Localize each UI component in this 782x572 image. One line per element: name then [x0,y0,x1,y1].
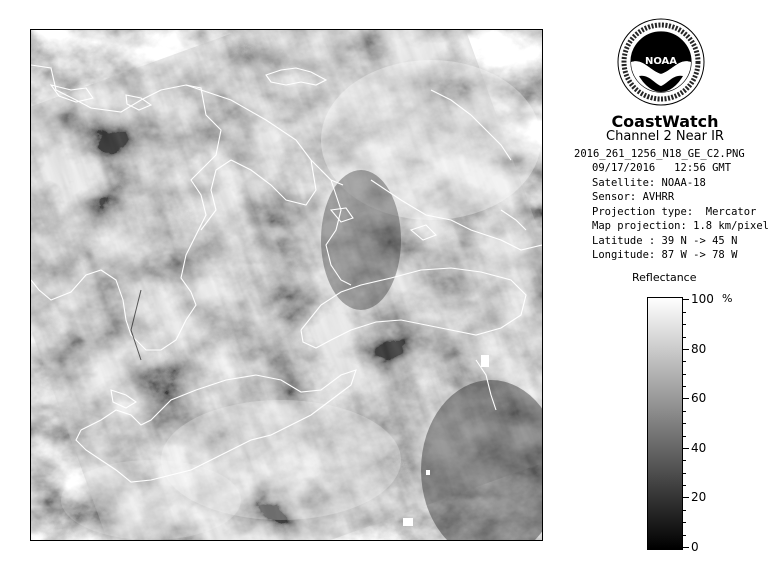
colorbar-minor-tick [683,522,686,523]
logo-inner-text: NOAA [644,56,678,67]
colorbar-tick-label: 100 [691,292,714,306]
colorbar [647,297,683,550]
satellite-image [31,30,542,540]
colorbar-minor-tick [683,423,686,424]
colorbar-minor-tick [683,510,686,511]
colorbar-minor-tick [683,386,686,387]
colorbar-minor-tick [683,460,686,461]
colorbar-minor-tick [683,374,686,375]
colorbar-minor-tick [683,324,686,325]
datetime-text: 09/17/2016 12:56 GMT [592,162,732,174]
colorbar-tick [683,299,689,300]
colorbar-tick-label: 0 [691,540,699,554]
colorbar-tick-label: 60 [691,391,707,405]
sensor-text: Sensor: AVHRR [592,191,675,203]
colorbar-tick-label: 20 [691,490,707,504]
colorbar-minor-tick [683,473,686,474]
colorbar-unit: % [722,292,733,305]
colorbar-minor-tick [683,436,686,437]
colorbar-tick [683,398,689,399]
noaa-logo-icon [617,18,705,106]
colorbar-title: Reflectance [632,271,697,284]
colorbar-minor-tick [683,411,686,412]
colorbar-tick [683,497,689,498]
colorbar-minor-tick [683,535,686,536]
colorbar-minor-tick [683,361,686,362]
projection-type-text: Projection type: Mercator [592,205,757,218]
brand-title: CoastWatch [611,112,719,131]
map-projection-text: Map projection: 1.8 km/pixel [592,220,770,232]
product-title: Channel 2 Near IR [606,129,724,144]
colorbar-tick-label: 80 [691,342,707,356]
colorbar-minor-tick [683,485,686,486]
colorbar-minor-tick [683,337,686,338]
colorbar-tick [683,547,689,548]
colorbar-tick [683,448,689,449]
satellite-text: Satellite: NOAA-18 [592,176,706,189]
latitude-text: Latitude : 39 N -> 45 N [592,234,738,247]
longitude-text: Longitude: 87 W -> 78 W [592,249,738,261]
colorbar-minor-tick [683,312,686,313]
satellite-map [30,29,543,541]
colorbar-tick-label: 40 [691,441,707,455]
file-name: 2016_261_1256_N18_GE_C2.PNG [574,148,745,160]
colorbar-tick [683,349,689,350]
metadata-block [592,161,782,263]
